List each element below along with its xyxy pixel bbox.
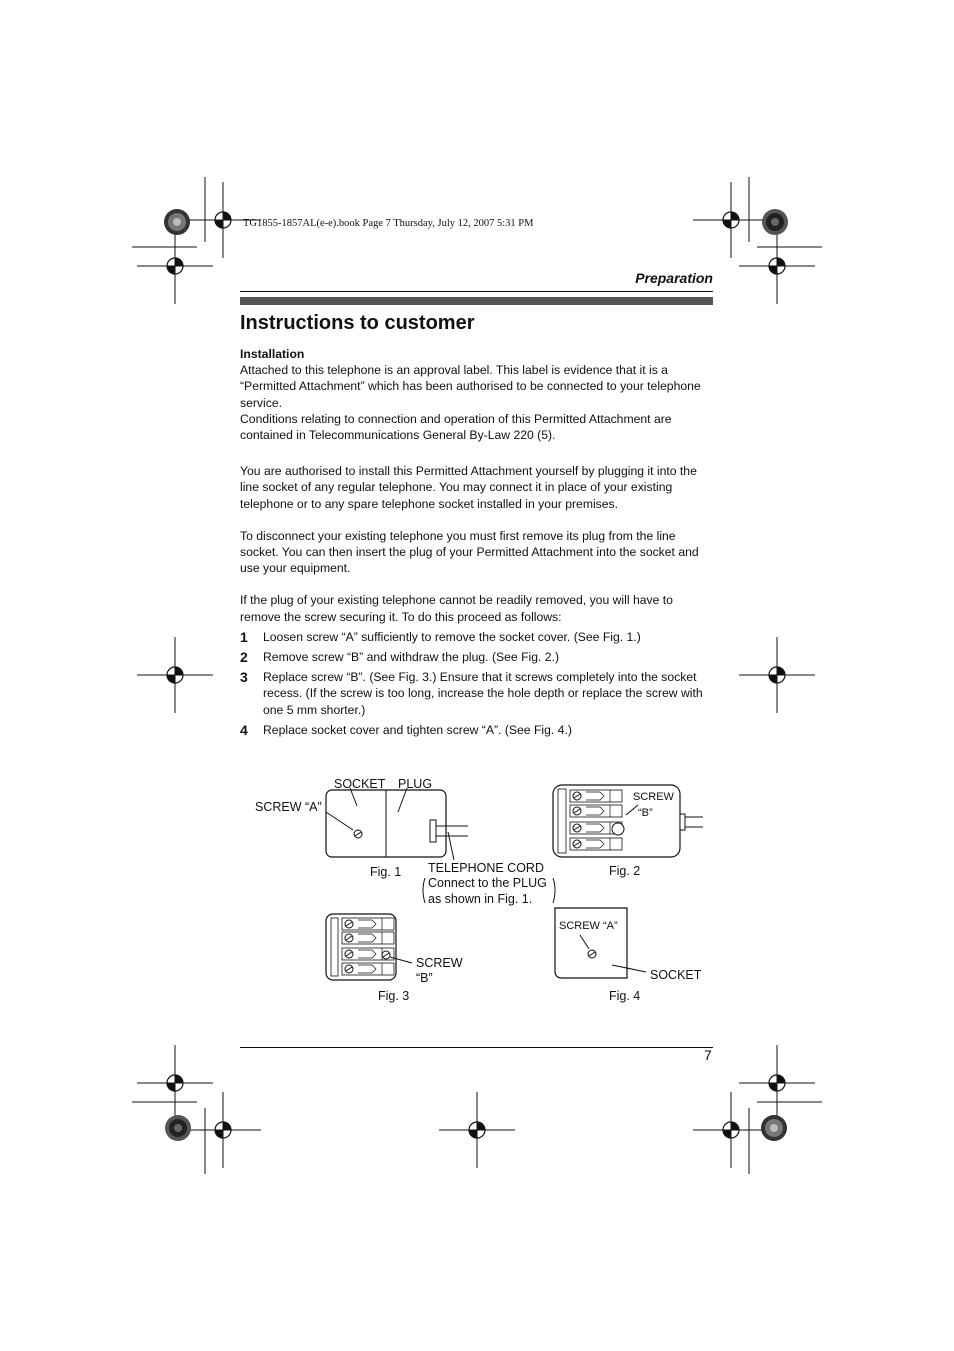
fig2-screw-label-1: SCREW — [633, 791, 674, 803]
footer-rule — [240, 1047, 713, 1048]
figure-2 — [553, 785, 703, 878]
paragraph-conditions: Conditions relating to connection and operation of this Permitted Attachment are contained in Telecommunications General By-Law 220 (5). — [240, 411, 672, 443]
fig3-caption: Fig. 3 — [378, 989, 410, 1003]
section-label: Preparation — [635, 270, 713, 286]
fig1-socket-label: SOCKET — [334, 777, 386, 791]
paragraph-disconnect: To disconnect your existing telephone you must first remove its plug from the line socket. You can then insert the plug of your Permitted Attachment into the socket and use your equipment. — [240, 528, 699, 576]
fig3-screw-label-2: “B” — [416, 971, 433, 985]
fig3-screw-label-1: SCREW — [416, 956, 463, 970]
step-number: 3 — [240, 669, 248, 686]
step-4 — [240, 722, 714, 738]
step-number: 4 — [240, 721, 248, 738]
installation-heading: Installation — [240, 347, 305, 361]
header-rule-thin — [240, 291, 713, 292]
paragraph-approval-label: Attached to this telephone is an approval label. This label is evidence that it is a “Permitted Attachment” which has been authorised to be connected to your telephone service. — [240, 363, 701, 410]
paragraph-authorised: You are authorised to install this Permitted Attachment yourself by plugging it into the line socket of any regular telephone. You may connect it in place of your existing telephone or to any spare telephone socket installed in your premises. — [240, 464, 697, 511]
step-text: Replace socket cover and tighten screw “A”. (See Fig. 4.) — [263, 722, 572, 737]
fig1-cord-label: TELEPHONE CORD — [428, 861, 544, 875]
installation-section — [240, 346, 714, 738]
figure-1 — [255, 777, 555, 906]
fig2-caption: Fig. 2 — [609, 864, 641, 878]
paragraph-plug-removal: If the plug of your existing telephone cannot be readily removed, you will have to remove the screw securing it. To do this proceed as follows: — [240, 593, 673, 624]
header-rule-thick — [240, 297, 713, 305]
step-3 — [240, 669, 714, 718]
fig1-plug-label: PLUG — [398, 777, 433, 791]
step-number: 1 — [240, 628, 248, 645]
fig4-screw-a-label: SCREW “A” — [559, 920, 618, 932]
page-number: 7 — [704, 1047, 712, 1063]
fig1-note-line1: Connect to the PLUG — [428, 876, 547, 890]
step-text: Remove screw “B” and withdraw the plug. (See Fig. 2.) — [263, 650, 560, 665]
page-title: Instructions to customer — [240, 312, 475, 334]
print-meta-line: TG1855-1857AL(e-e).book Page 7 Thursday, July 12, 2007 5:31 PM — [243, 218, 534, 229]
fig1-screw-a-label: SCREW “A” — [255, 800, 322, 814]
installation-figures — [240, 760, 720, 1020]
fig2-screw-label-2: “B” — [638, 807, 653, 819]
step-2 — [240, 649, 714, 665]
step-text: Loosen screw “A” sufficiently to remove the socket cover. (See Fig. 1.) — [263, 629, 641, 644]
fig4-socket-label: SOCKET — [650, 968, 702, 982]
step-text: Replace screw “B”. (See Fig. 3.) Ensure that it screws completely into the socket recess. (If the screw is too long, increase the hole depth or replace the screw with one 5 mm shorter.) — [263, 670, 703, 717]
step-1 — [240, 629, 714, 645]
figure-4 — [555, 908, 702, 1003]
fig1-caption: Fig. 1 — [370, 865, 402, 879]
fig4-caption: Fig. 4 — [609, 989, 641, 1003]
step-number: 2 — [240, 649, 248, 666]
fig1-note-line2: as shown in Fig. 1. — [428, 892, 533, 906]
figure-3 — [326, 914, 463, 1003]
